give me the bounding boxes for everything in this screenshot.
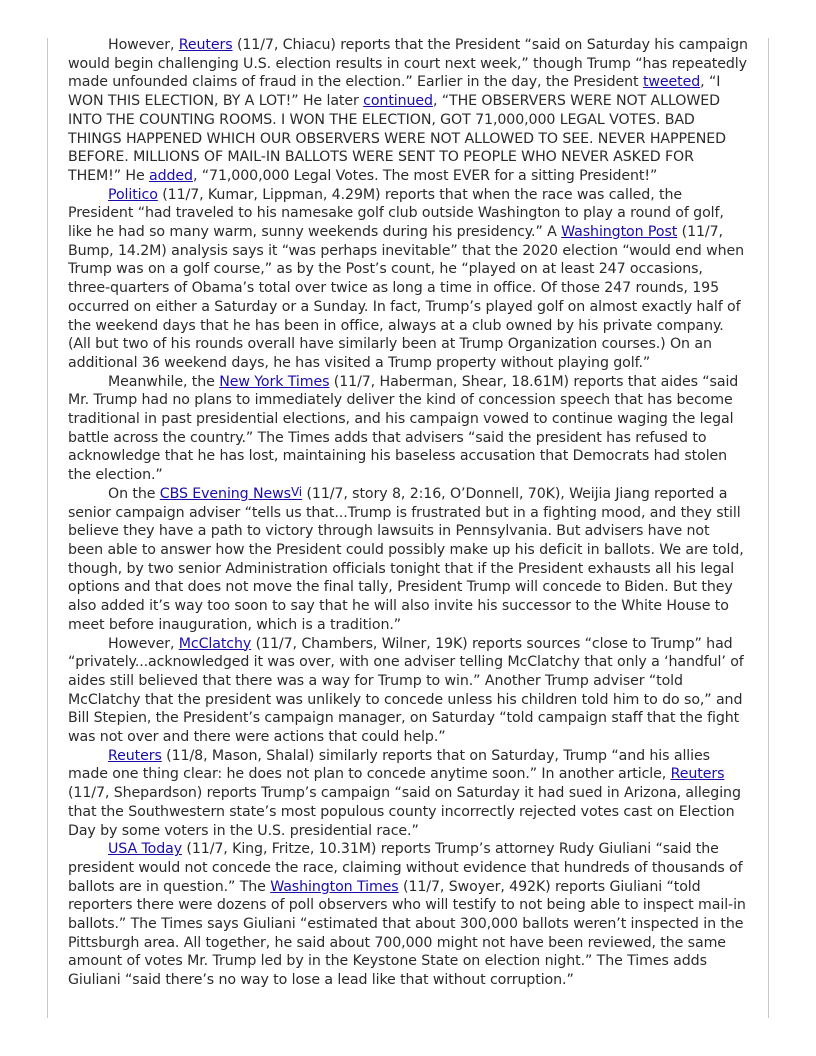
link-added[interactable]: added (149, 167, 193, 184)
paragraph-text: However, (108, 635, 179, 652)
link-washington-times[interactable]: Washington Times (270, 878, 399, 895)
paragraph-text: (11/7, Kumar, Lippman, 4.29M) reports that when the race was called, the President “had traveled to his namesake golf club outside Washington to play a round of golf, like he had so many warm, sunny weekends during his presidency.” A (68, 186, 724, 241)
link-reuters[interactable]: Reuters (178, 37, 233, 53)
link-washington-post[interactable]: Washington Post (561, 224, 678, 241)
paragraph-text: , “THE OBSERVERS WERE NOT ALLOWED INTO THE COUNTING ROOMS. I WON THE ELECTION, GOT 71,000,000 LEGAL VOTES. BAD THINGS HAPPENED WHICH OUR OBSERVERS WERE NOT ALLOWED TO SEE. NEVER HAPPENED BEFORE. MILLIONS OF MAIL-IN BALLOTS WERE SENT TO PEOPLE WHO NEVER ASKED FOR THEM!” He (68, 93, 726, 184)
link-reuters-2[interactable]: Reuters (108, 747, 162, 764)
link-cbs-evening-news[interactable]: CBS Evening News (159, 485, 291, 502)
paragraph-text: (11/7, Swoyer, 492K) reports Giuliani “told reporters there were dozens of poll observers who will testify to not being able to inspect mail-in ballots.” The Times says Giuliani “estimated that about 300,000 ballots weren’t inspected in the Pittsburgh area. All together, he said about 700,000 might not have been reviewed, the same amount of votes Mr. Trump led by in the Keystone State on election night.” The Times adds Giuliani “said there’s no way to lose a lead like that without corruption.” (68, 878, 746, 989)
link-politico[interactable]: Politico (108, 186, 158, 203)
paragraph-text: Meanwhile, the (108, 373, 220, 390)
link-mcclatchy[interactable]: McClatchy (178, 635, 252, 652)
paragraph-text: (11/8, Mason, Shalal) similarly reports that on Saturday, Trump “and his allies made one thing clear: he does not plan to concede anytime soon.” In another article, (68, 747, 710, 783)
paragraph (68, 840, 748, 990)
paragraph-text: On the (108, 485, 160, 502)
paragraph-text: (11/7, Haberman, Shear, 18.61M) reports that aides “said Mr. Trump had no plans to immediately deliver the kind of concession speech that has become traditional in past presidential elections, and his campaign vowed to continue waging the legal battle across the country.” The Times adds that advisers “said the president has refused to acknowledge that he has lost, maintaining his baseless accusation that Democrats had stolen the election.” (68, 373, 739, 484)
link-tweeted[interactable]: tweeted (642, 74, 701, 91)
paragraph (68, 747, 748, 841)
paragraph-text: However, (108, 37, 179, 53)
document-body (68, 36, 748, 990)
paragraph (68, 36, 748, 186)
link-usa-today[interactable]: USA Today (108, 841, 182, 858)
link-reuters-3[interactable]: Reuters (670, 766, 725, 783)
paragraph-text: (11/7, Bump, 14.2M) analysis says it “was perhaps inevitable” that the 2020 election “would end when Trump was on a golf course,” as by the Post’s count, he “played on at least 247 occasions, three-quarters of Obama’s total over twice as long a time in office. Of those 247 rounds, 195 occurred on either a Saturday or a Sunday. In fact, Trump’s played golf on almost exactly half of the weekend days that he has been in office, always at a club owned by his private company. (All but two of his rounds overall have similarly been at Trump Organization courses.) On an additional 36 weekend days, he has visited a Trump property without playing golf.” (68, 224, 744, 371)
paragraph-text: (11/7, Chiacu) reports that the President “said on Saturday his campaign would begin challenging U.S. election results in court next week,” though Trump “has repeatedly made unfounded claims of fraud in the election.” Earlier in the day, the President (68, 37, 748, 91)
paragraph (68, 373, 748, 485)
paragraph-text: (11/7, Shepardson) reports Trump’s campaign “said on Saturday it had sued in Arizona, alleging that the Southwestern state’s most populous county incorrectly rejected votes cast on Election Day by some voters in the U.S. presidential race.” (68, 785, 741, 839)
paragraph-text: , “71,000,000 Legal Votes. The most EVER for a sitting President!” (192, 167, 658, 184)
link-continued[interactable]: continued (363, 93, 433, 110)
link-video-footnote[interactable] (291, 486, 302, 502)
left-margin-rule (47, 38, 48, 1018)
paragraph-text: (11/7, King, Fritze, 10.31M) reports Trump’s attorney Rudy Giuliani “said the president would not concede the race, claiming without evidence that hundreds of thousands of ballots are in question.” The (68, 841, 743, 895)
paragraph (68, 186, 748, 373)
paragraph (68, 485, 748, 635)
video-footnote-marker: Vi (290, 484, 303, 499)
paragraph (68, 635, 748, 747)
link-new-york-times[interactable]: New York Times (219, 373, 330, 390)
paragraph-text: (11/7, story 8, 2:16, O’Donnell, 70K), Weijia Jiang reported a senior campaign adviser “tells us that...Trump is frustrated but in a fighting mood, and they still believe they have a path to victory through lawsuits in Pennsylvania. But advisers have not been able to answer how the President could possibly make up his deficit in ballots. We are told, though, by two senior Administration officials tonight that if the President exhausts all his legal options and that does not move the final tally, President Trump will concede to Biden. But they also added it’s way too soon to say that he will also invite his successor to the White House to meet before inauguration, which is a tradition.” (68, 485, 744, 633)
paragraph-text: , “I WON THIS ELECTION, BY A LOT!” He later (68, 74, 721, 110)
paragraph-text: (11/7, Chambers, Wilner, 19K) reports sources “close to Trump” had “privately...acknowledged it was over, with one adviser telling McClatchy that only a ‘handful’ of aides still believed that there was a way for Trump to win.” Another Trump adviser “told McClatchy that the president was unlikely to concede unless his children told him to do so,” and Bill Stepien, the President’s campaign manager, on Saturday “told campaign staff that the fight was not over and there were actions that could help.” (68, 635, 744, 746)
right-margin-rule (768, 38, 769, 1018)
